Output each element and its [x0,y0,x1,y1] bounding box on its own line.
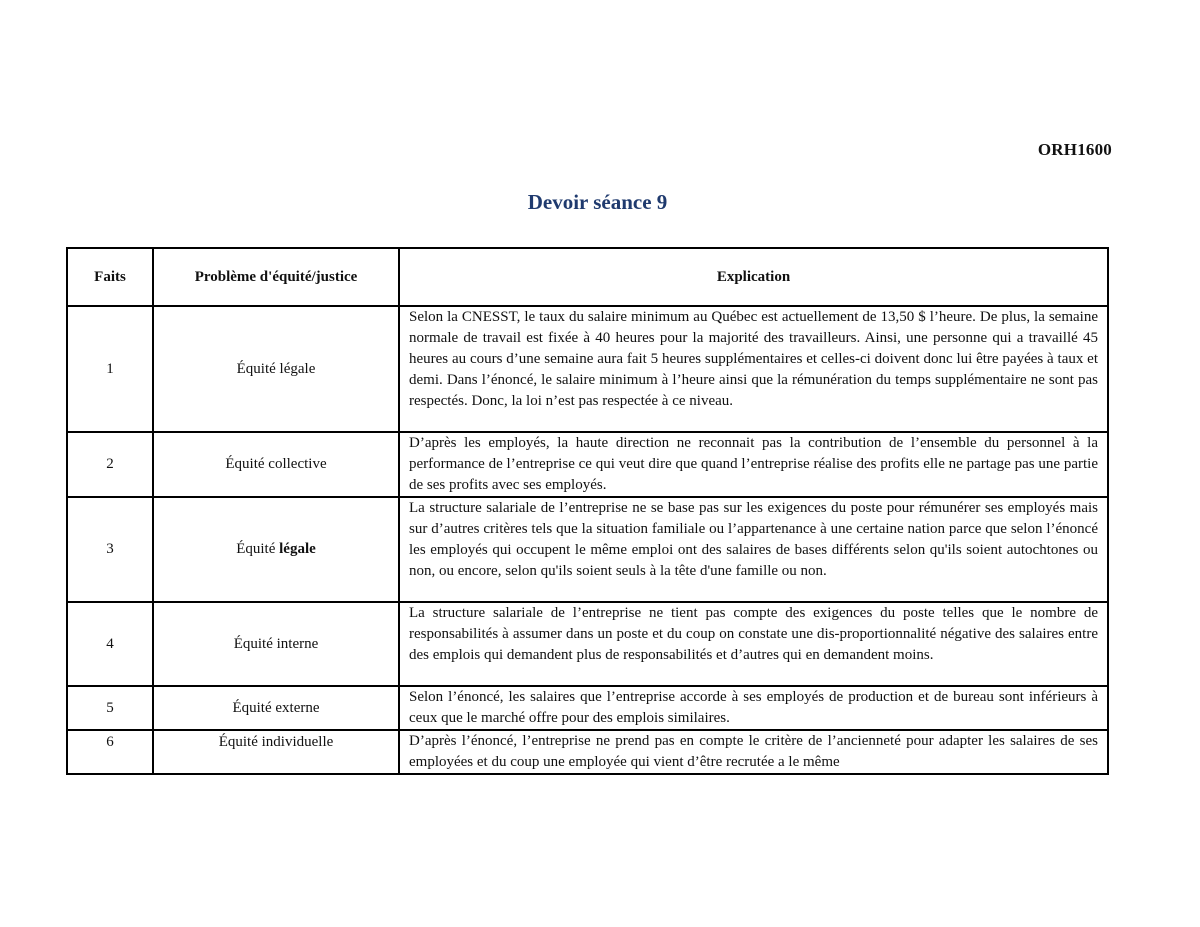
explication-cell: La structure salariale de l’entreprise ne tient pas compte des exigences du poste telles que le nombre de responsabilités à assumer dans un poste et du coup on constate une dis-proportionnalité négative des salaires entre des emplois qui demandent plus de responsabilités et d’autres qui en demandent moins. [399,602,1108,686]
explication-cell: D’après l’énoncé, l’entreprise ne prend pas en compte le critère de l’ancienneté pour adapter les salaires de ses employées et du coup une employée qui vient d’être recrutée a le même [399,730,1108,774]
fait-number: 5 [67,686,153,730]
probleme-text: Équité [236,541,280,557]
explication-cell: La structure salariale de l’entreprise ne se base pas sur les exigences du poste pour rémunérer ses employés mais sur d’autres critères tels que la situation familiale ou l’appartenance à une certaine nation parce que selon l’énoncé les employés qui occupent le même emploi ont des salaires de bases différents selon qu'ils soient autochtones ou non, ou encore, selon qu'ils soient seuls à la tête d'une famille ou non. [399,497,1108,602]
table-row [67,730,1108,774]
table-row [67,306,1108,432]
table-row [67,497,1108,602]
course-code: ORH1600 [1037,140,1112,159]
explication-cell: Selon l’énoncé, les salaires que l’entreprise accorde à ses employés de production et de bureau sont inférieurs à ceux que le marché offre pour des emplois similaires. [399,686,1108,730]
fait-number: 1 [67,306,153,432]
header-explication: Explication [399,248,1108,306]
probleme-bold-text: légale [279,541,316,557]
table-row [67,686,1108,730]
probleme-cell [153,730,399,774]
fait-number: 3 [67,497,153,602]
table-header-row [67,248,1108,306]
header-faits: Faits [67,248,153,306]
probleme-cell [153,686,399,730]
equity-table [66,247,1109,775]
probleme-text: Équité externe [232,699,320,716]
probleme-cell [153,497,399,602]
table-row [67,602,1108,686]
probleme-cell [153,432,399,497]
header-probleme: Problème d'équité/justice [153,248,399,306]
fait-number: 6 [67,730,153,774]
probleme-text: Équité interne [233,635,319,652]
probleme-cell [153,306,399,432]
probleme-text: Équité individuelle [218,734,334,750]
table-row [67,432,1108,497]
fait-number: 2 [67,432,153,497]
probleme-cell [153,602,399,686]
explication-cell: Selon la CNESST, le taux du salaire minimum au Québec est actuellement de 13,50 $ l’heure. De plus, la semaine normale de travail est fixée à 40 heures pour la majorité des travailleurs. Ainsi, une personne qui a travaillé 45 heures au cours d’une semaine aura fait 5 heures supplémentaires et celles-ci doivent donc lui être payées à taux et demi. Dans l’énoncé, le salaire minimum à l’heure ainsi que la rémunération du temps supplémentaire ne sont pas respectés. Donc, la loi n’est pas respectée à ce niveau. [399,306,1108,432]
fait-number: 4 [67,602,153,686]
probleme-text: Équité légale [236,360,316,377]
document-title: Devoir séance 9 [527,190,668,214]
probleme-text: Équité collective [225,456,327,472]
explication-cell: D’après les employés, la haute direction ne reconnait pas la contribution de l’ensemble du personnel à la performance de l’entreprise ce qui veut dire que quand l’entreprise réalise des profits elle ne partage pas une partie de ses profits avec ses employés. [399,432,1108,497]
